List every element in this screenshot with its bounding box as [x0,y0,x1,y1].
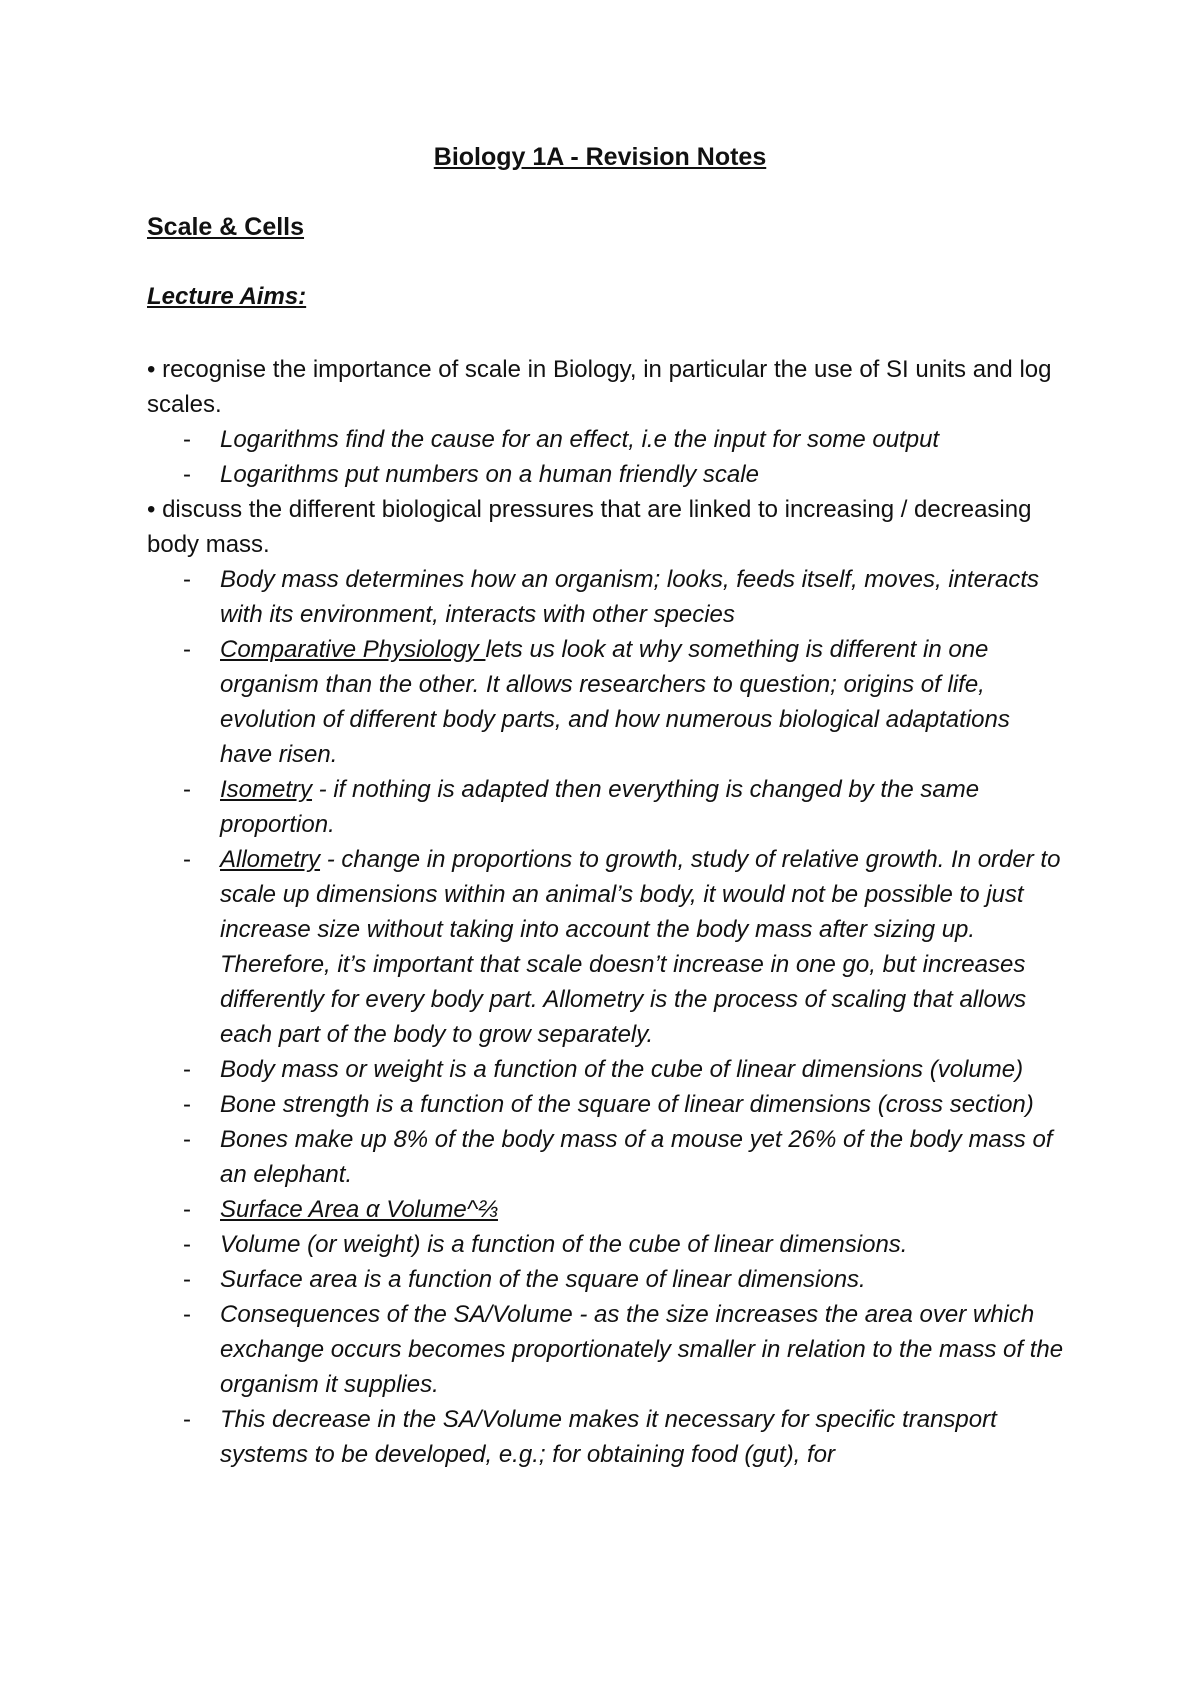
dash-marker: - [183,461,191,488]
point-term: Allometry [220,846,321,873]
dash-marker: - [183,776,191,803]
dash-marker: - [183,1231,191,1258]
aim-point [147,1262,1067,1297]
point-text: Logarithms find the cause for an effect, i.e the input for some output [220,426,940,453]
dash-marker: - [183,1091,191,1118]
point-text: - if nothing is adapted then everything is changed by the same proportion. [220,776,980,838]
aim-point [147,1122,1067,1192]
point-text: Body mass determines how an organism; looks, feeds itself, moves, interacts with its environment, interacts with other species [220,566,1040,628]
point-text: Bone strength is a function of the square of linear dimensions (cross section) [220,1091,1034,1118]
dash-marker: - [183,846,191,873]
aim-point [147,1087,1067,1122]
point-text: This decrease in the SA/Volume makes it necessary for specific transport systems to be developed, e.g.; for obtaining food (gut), for [220,1406,997,1468]
dash-marker: - [183,1266,191,1293]
dash-marker: - [183,1301,191,1328]
dash-marker: - [183,1196,191,1223]
aim-point [147,562,1067,632]
point-term: Isometry [220,776,313,803]
dash-marker: - [183,636,191,663]
notes-body [147,352,1067,1472]
point-text: Volume (or weight) is a function of the cube of linear dimensions. [220,1231,908,1258]
point-text: Consequences of the SA/Volume - as the size increases the area over which exchange occurs becomes proportionately smaller in relation to the mass of the organism it supplies. [220,1301,1064,1398]
aim-bullet: • discuss the different biological pressures that are linked to increasing / decreasing body mass. [147,496,1032,558]
aim-point [147,1297,1067,1402]
aim-point [147,1192,1067,1227]
aim-point [147,457,1067,492]
point-text: Logarithms put numbers on a human friendly scale [220,461,759,488]
aim-point [147,632,1067,772]
dash-marker: - [183,1126,191,1153]
point-text: lets us look at why something is different in one organism than the other. It allows researchers to question; origins of life, evolution of different body parts, and how numerous biological adaptations have risen. [220,636,1010,768]
aim-bullet: • recognise the importance of scale in Biology, in particular the use of SI units and log scales. [147,356,1052,418]
point-term: Comparative Physiology [220,636,486,663]
page-title: Biology 1A - Revision Notes [433,143,767,171]
aim-point [147,1402,1067,1472]
aim-point [147,842,1067,1052]
aim-point [147,1227,1067,1262]
aim-point [147,1052,1067,1087]
point-text: Body mass or weight is a function of the cube of linear dimensions (volume) [220,1056,1024,1083]
point-text: - change in proportions to growth, study of relative growth. In order to scale up dimensions within an animal’s body, it would not be possible to just increase size without taking into account the body mass after sizing up. Therefore, it’s important that scale doesn’t increase in one go, but increases differently for every body part. Allometry is the process of scaling that allows each part of the body to grow separately. [220,846,1061,1048]
aim-points-list [147,422,1067,492]
aim-point [147,772,1067,842]
section-heading: Scale & Cells [147,213,305,241]
aim-point [147,422,1067,457]
point-text: Bones make up 8% of the body mass of a mouse yet 26% of the body mass of an elephant. [220,1126,1053,1188]
point-term: Surface Area α Volume^⅔ [220,1196,498,1223]
dash-marker: - [183,1056,191,1083]
dash-marker: - [183,566,191,593]
dash-marker: - [183,426,191,453]
point-text: Surface area is a function of the square of linear dimensions. [220,1266,866,1293]
lecture-aims-heading: Lecture Aims: [147,283,307,310]
aim-points-list [147,562,1067,1472]
dash-marker: - [183,1406,191,1433]
